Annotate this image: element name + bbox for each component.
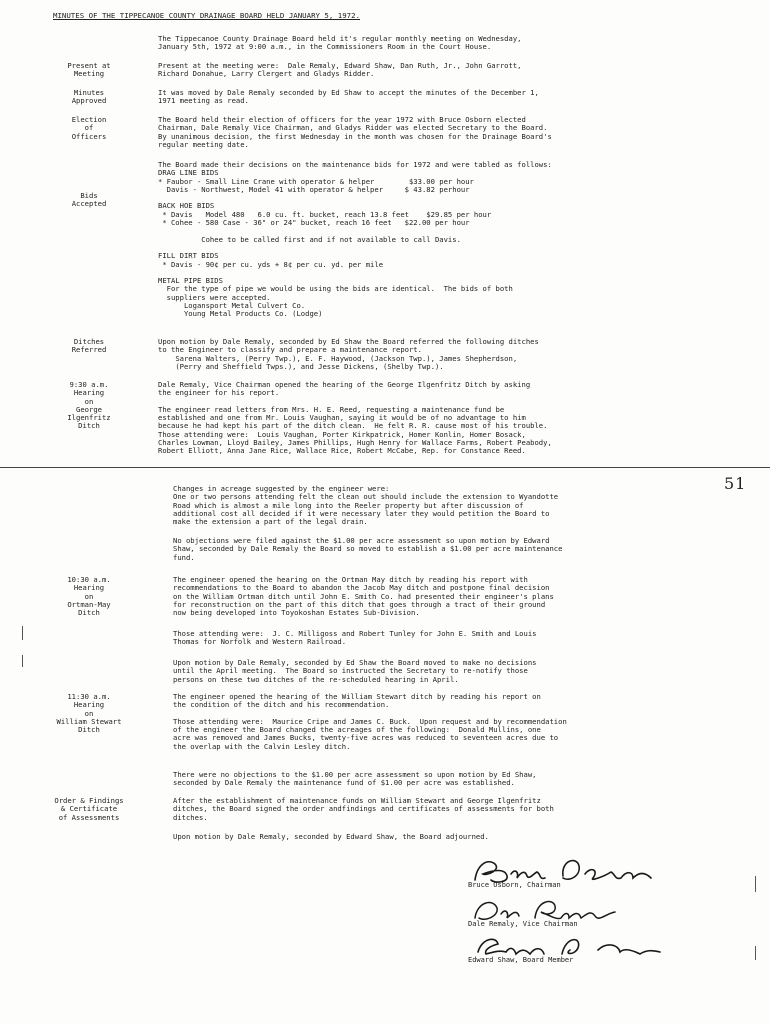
scan-mark [755,946,756,960]
ditches-paragraph: Upon motion by Dale Remaly, seconded by Ed Shaw the Board referred the following ditches to the Engineer to classify and prepare a maintenance report. Sarena Walters, (Perry Twp.), E. F. Haywood, (Jackson Twp.), James Shepherdson, (Perry and Sheffield Twps.), and Jesse Dickens, (Shelby Twp.). [158,337,539,371]
signature-caption-chairman: Bruce Osborn, Chairman [468,881,561,889]
signature-caption-vice-chairman: Dale Remaly, Vice Chairman [468,920,578,928]
scan-mark [755,876,756,892]
stewart-assessment-paragraph: There were no objections to the $1.00 per acre assessment so upon motion by Ed Shaw, seconded by Dale Remaly the maintenance fund of $1.00 per acre was established. [173,770,537,788]
scan-mark [22,626,23,640]
adjourn-paragraph: Upon motion by Dale Remaly, seconded by Edward Shaw, the Board adjourned. [173,832,489,841]
ortman-motion-paragraph: Upon motion by Dale Remaly, seconded by Ed Shaw the Board moved to make no decisions until the April meeting. The Board so instructed the Secretary to re-notify those persons on these two ditches of the re-scheduled hearing in April. [173,658,537,684]
margin-note-minutes: Minutes Approved [71,88,107,106]
margin-note-ilgenfritz: 9:30 a.m. Hearing on George Ilgenfritz Ditch [67,380,111,431]
ortman-paragraph: The engineer opened the hearing on the Ortman May ditch by reading his report with recommendations to the Board to abandon the Jacob May ditch and postpone final decision on the William Ortman ditch until John E. Smith Co. had presented their engineer's plans for reconstruction on the part of this ditch that goes through a tract of their ground now being developed into Toyokoshan Estates Sub-Division. [173,575,554,618]
margin-note-bids: Bids Accepted [71,191,107,209]
margin-note-ditches: Ditches Referred [71,337,107,355]
signature-caption-board-member: Edward Shaw, Board Member [468,956,574,964]
minutes-paragraph: It was moved by Dale Remaly seconded by Ed Shaw to accept the minutes of the December 1, 1971 meeting as read. [158,88,539,106]
intro-paragraph: The Tippecanoe County Drainage Board held it's regular monthly meeting on Wednesday, January 5th, 1972 at 9:00 a.m., in the Commissioners Room in the Court House. [158,34,522,52]
scan-mark [22,655,23,667]
stewart-paragraph: The engineer opened the hearing of the William Stewart ditch by reading his report on the condition of the ditch and his recommendation. Those attending were: Maurice Cripe and James C. Buck. Upon request and by recommendation of the engineer the Board changed the acreages of the following: Donald Mullins, one acre was removed and James Bucks, twenty-five acres was reduced to seventeen acres due to the overlap with the Calvin Lesley ditch. [173,692,567,751]
margin-note-ortman: 10:30 a.m. Hearing on Ortman-May Ditch [67,575,111,618]
bids-paragraph: The Board made their decisions on the maintenance bids for 1972 and were tabled as follows: DRAG LINE BIDS * Faubor - Small Line Crane with operator & helper $33.00 per hour Davis - Northwest, Model 41 with operator & helper $ 43.82 perhour BACK HOE BIDS * Davis Model 480 6.0 cu. ft. bucket, reach 13.8 feet $29.85 per hour * Cohee - 580 Case - 36" or 24" bucket, reach 16 feet $22.00 per hour Cohee to be called first and if not available to call Davis. FILL DIRT BIDS * Davis - 90¢ per cu. yds + 8¢ per cu. yd. per mile METAL PIPE BIDS For the type of pipe we would be using the bids are identical. The bids of both suppliers were accepted. Logansport Metal Culvert Co. Young Metal Products Co. (Lodge) [158,160,552,319]
order-paragraph: After the establishment of maintenance funds on William Stewart and George Ilgenfritz ditches, the Board signed the order andfindings and certificates of assessments for both ditches. [173,796,554,822]
margin-note-election: Election of Officers [71,115,107,141]
margin-note-order: Order & Findings & Certificate of Assessments [54,796,124,822]
present-paragraph: Present at the meeting were: Dale Remaly, Edward Shaw, Dan Ruth, Jr., John Garrott, Richard Donahue, Larry Clergert and Gladys Ridder. [158,61,522,79]
margin-note-stewart: 11:30 a.m. Hearing on William Stewart Ditch [56,692,122,735]
margin-note-present: Present at Meeting [67,61,111,79]
acreage-paragraph: Changes in acreage suggested by the engineer were: One or two persons attending felt the clean out should include the extension to Wyandotte Road which is almost a mile long into the Reeler property but after discussion of additional cost all decided if it were necessary later they would petition the Board to make the extension a part of the legal drain. [173,484,559,527]
document-title: MINUTES OF THE TIPPECANOE COUNTY DRAINAGE BOARD HELD JANUARY 5, 1972. [53,11,361,20]
ilgenfritz-assessment-paragraph: No objections were filed against the $1.00 per acre assessment so upon motion by Edward Shaw, seconded by Dale Remaly the Board so moved to establish a $1.00 per acre maintenance fund. [173,536,563,562]
page-break-rule [0,467,770,468]
ortman-attendees-paragraph: Those attending were: J. C. Milligoss and Robert Tunley for John E. Smith and Louis Thomas for Norfolk and Western Railroad. [173,629,537,647]
election-paragraph: The Board held their election of officers for the year 1972 with Bruce Osborn elected Chairman, Dale Remaly Vice Chairman, and Gladys Ridder was elected Secretary to the Board. By unanimous decision, the first Wednesday in the month was chosen for the Drainage Board's regular meeting date. [158,115,552,149]
page-number: 51 [724,474,747,493]
ilgenfritz-paragraph: Dale Remaly, Vice Chairman opened the hearing of the George Ilgenfritz Ditch by asking the engineer for his report. The engineer read letters from Mrs. H. E. Reed, requesting a maintenance fund be established and one from Mr. Louis Vaughan, saying it would be of no advantage to him because he had kept his part of the ditch clean. He felt R. R. cause most of his trouble. Those attending were: Louis Vaughan, Porter Kirkpatrick, Homer Konlin, Homer Bosack, Charles Lowman, Lloyd Bailey, James Phillips, Hugh Henry for Wallace Farms, Robert Peabody, Robert Elliott, Anna Jane Rice, Wallace Rice, Robert McCabe, Rep. for Constance Reed. [158,380,552,456]
